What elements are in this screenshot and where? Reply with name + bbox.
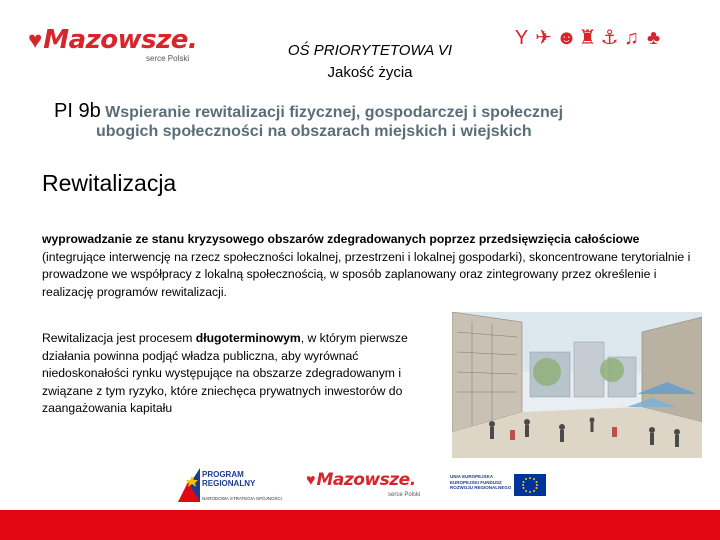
process-paragraph bbox=[42, 330, 412, 418]
section-title: Rewitalizacja bbox=[42, 170, 177, 196]
process-text-after: , w którym pierwsze działania powinna podjąć władza publiczna, aby wyrównać niedoskonałości rynku występujące na obszarze zdegradowanym i związane z tym ryzyko, które zniechęca prywatnych inwestorów do zaangażowania kapitału bbox=[42, 331, 408, 415]
eu-flag-icon bbox=[514, 474, 546, 496]
priority-text-line-1: Wspieranie rewitalizacji fizycznej, gospodarczej i społecznej bbox=[105, 104, 564, 121]
footer-logo-subtitle: serce Polski bbox=[388, 492, 421, 498]
program-line-2: REGIONALNY bbox=[202, 479, 256, 488]
figure-icon: Y bbox=[514, 27, 529, 49]
footer-red-bar bbox=[0, 510, 720, 540]
boat-icon: ⚓ bbox=[600, 27, 619, 49]
axis-title bbox=[240, 40, 500, 84]
priority-text-line-2: ubogich społeczności na obszarach miejskich i wiejskich bbox=[96, 123, 532, 140]
tree-icon: ♣ bbox=[646, 27, 661, 49]
definition-rest: (integrujące interwencję na rzecz społeczności lokalnej, przestrzeni i lokalnej gospodarki), skoncentrowane terytorialnie i prowadzone we współpracy z lokalną społecznością, w sposób zaplanowany oraz zintegrowany przez określenie i realizację programów rewitalizacji. bbox=[42, 249, 691, 299]
eu-text: UNIA EUROPEJSKA EUROPEJSKI FUNDUSZ ROZWOJU REGIONALNEGO bbox=[450, 474, 512, 490]
mask-icon: ☻ bbox=[556, 27, 578, 49]
revitalization-illustration bbox=[452, 312, 702, 458]
logo-subtitle: serce Polski bbox=[146, 54, 190, 63]
culture-icons-strip bbox=[512, 26, 692, 52]
program-line-1: PROGRAM bbox=[202, 470, 244, 479]
program-small-text: NARODOWA STRATEGIA SPÓJNOŚCI bbox=[202, 496, 283, 501]
heart-icon: ♥ bbox=[28, 27, 43, 54]
process-text-bold: długoterminowym bbox=[195, 331, 301, 345]
mazowsze-logo bbox=[28, 26, 218, 66]
axis-line-1: OŚ PRIORYTETOWA VI bbox=[287, 42, 453, 59]
axis-line-2: Jakość życia bbox=[327, 64, 413, 81]
priority-heading bbox=[54, 100, 694, 123]
building-icon: ♜ bbox=[578, 27, 597, 49]
footer-logo-text: Mazowsze. bbox=[316, 470, 416, 490]
program-regionalny-logo bbox=[178, 466, 298, 506]
music-note-icon: ♫ bbox=[624, 27, 639, 49]
definition-paragraph bbox=[42, 231, 692, 301]
process-text-before: Rewitalizacja jest procesem bbox=[42, 331, 196, 345]
mazowsze-footer-logo bbox=[306, 470, 426, 506]
heart-icon: ♥ bbox=[306, 472, 316, 489]
definition-bold: wyprowadzanie ze stanu kryzysowego obszarów zdegradowanych poprzez przedsięwzięcia całościowe bbox=[42, 232, 640, 246]
footer-logos bbox=[0, 466, 720, 512]
bird-icon: ✈ bbox=[535, 27, 552, 49]
star-flag-icon bbox=[178, 468, 200, 502]
priority-code: PI 9b bbox=[54, 100, 101, 122]
logo-text: Mazowsze. bbox=[43, 25, 198, 55]
